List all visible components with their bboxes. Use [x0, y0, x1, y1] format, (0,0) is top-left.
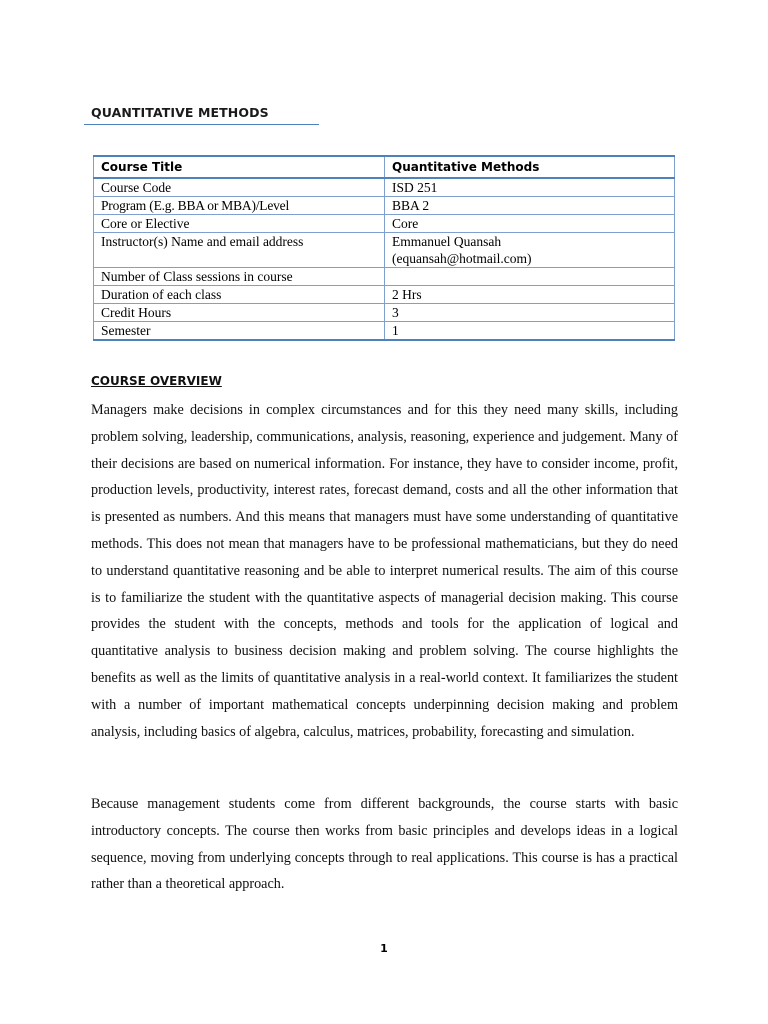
row-label: Semester [94, 322, 385, 341]
course-overview-heading: COURSE OVERVIEW [91, 374, 222, 388]
table-row [94, 322, 675, 341]
table-row [94, 215, 675, 233]
table-row [94, 178, 675, 197]
row-label: Instructor(s) Name and email address [94, 233, 385, 268]
table-header-label: Course Title [94, 156, 385, 178]
table-header-value: Quantitative Methods [385, 156, 675, 178]
row-label: Course Code [94, 178, 385, 197]
instructor-email: (equansah@hotmail.com) [392, 251, 532, 266]
table-row [94, 286, 675, 304]
row-value: 1 [385, 322, 675, 341]
document-title: QUANTITATIVE METHODS [91, 105, 269, 120]
table-header-row [94, 156, 675, 178]
row-value-multiline [385, 233, 675, 268]
row-label: Core or Elective [94, 215, 385, 233]
table-row [94, 268, 675, 286]
row-value: Core [385, 215, 675, 233]
overview-paragraph-1: Managers make decisions in complex circumstances and for this they need many skills, including problem solving, leadership, communications, analysis, reasoning, experience and judgement. Many of their decisions are based on numerical information. For instance, they have to consider income, profit, production levels, productivity, interest rates, forecast demand, costs and all the other information that is presented as numbers. And this means that managers must have some understanding of quantitative methods. This does not mean that managers have to be professional mathematicians, but they do need to understand quantitative reasoning and be able to interpret numerical results. The aim of this course is to familiarize the student with the quantitative aspects of managerial decision making. This course provides the student with the concepts, methods and tools for the application of logical and quantitative analysis to business decision making and problem solving. The course highlights the benefits as well as the limits of quantitative analysis in a real-world context. It familiarizes the student with a number of important mathematical concepts underpinning decision making and problem analysis, including basics of algebra, calculus, matrices, probability, forecasting and simulation. [91, 402, 678, 740]
row-label: Duration of each class [94, 286, 385, 304]
page-number: 1 [380, 942, 388, 955]
course-info-table [93, 155, 675, 341]
row-value [385, 268, 675, 286]
table-row [94, 233, 675, 268]
row-label: Number of Class sessions in course [94, 268, 385, 286]
title-underline [84, 124, 319, 125]
row-label: Credit Hours [94, 304, 385, 322]
row-value: 2 Hrs [385, 286, 675, 304]
instructor-name: Emmanuel Quansah [392, 234, 502, 249]
row-value: 3 [385, 304, 675, 322]
overview-paragraph-2: Because management students come from different backgrounds, the course starts with basic introductory concepts. The course then works from basic principles and develops ideas in a logical sequence, moving from underlying concepts through to real applications. This course is has a practical rather than a theoretical approach. [91, 796, 678, 893]
row-value: BBA 2 [385, 197, 675, 215]
row-value: ISD 251 [385, 178, 675, 197]
table-row [94, 197, 675, 215]
table-row [94, 304, 675, 322]
row-label: Program (E.g. BBA or MBA)/Level [94, 197, 385, 215]
